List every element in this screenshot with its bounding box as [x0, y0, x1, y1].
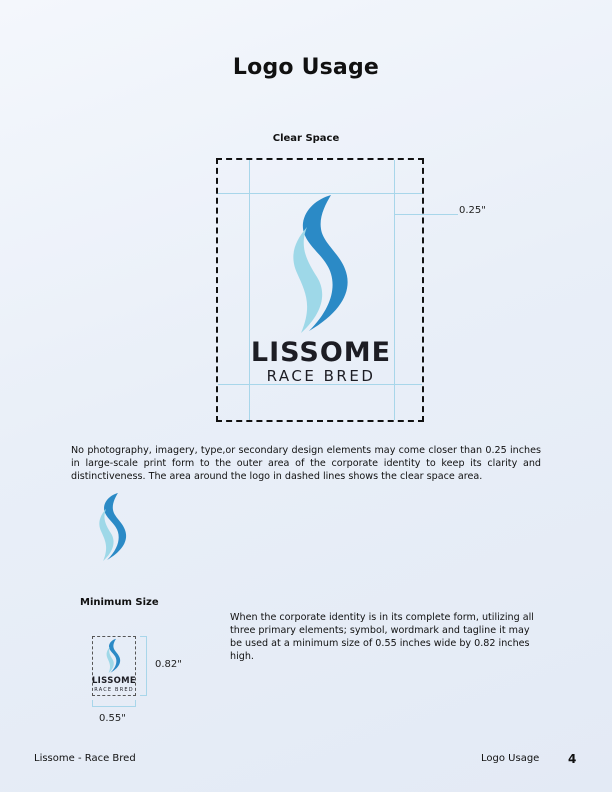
minimum-height-dimension: 0.82"	[155, 659, 182, 670]
logo-symbol-icon	[283, 193, 355, 335]
dimension-leader-line	[394, 214, 458, 215]
width-dimension-cap-right	[135, 700, 136, 707]
page-title: Logo Usage	[232, 55, 380, 80]
footer-document-name: Lissome - Race Bred	[34, 753, 136, 764]
height-dimension-line	[146, 636, 147, 696]
width-dimension-cap-left	[92, 700, 93, 707]
width-dimension-line	[92, 706, 136, 707]
clear-space-dimension: 0.25"	[459, 205, 486, 216]
minimum-size-label: Minimum Size	[80, 597, 159, 608]
height-dimension-cap-bottom	[140, 695, 147, 696]
height-dimension-cap-top	[140, 636, 147, 637]
page-number: 4	[568, 752, 577, 766]
minimum-size-tagline: RACE BRED	[94, 687, 134, 693]
clear-space-paragraph: No photography, imagery, type,or secondary design elements may come closer than 0.25 inches in large-scale print form to the outer area of the corporate identity to keep its clarity and distinctiveness. The area around the logo in dashed lines shows the clear space area.	[71, 445, 541, 482]
minimum-size-paragraph: When the corporate identity is in its complete form, utilizing all three primary elements; symbol, wordmark and tagline it may be used at a minimum size of 0.55 inches wide by 0.82 inches high.	[230, 612, 534, 662]
minimum-size-wordmark: LISSOME	[91, 676, 137, 686]
logo-wordmark: LISSOME	[250, 337, 392, 368]
logo-tagline: RACE BRED	[266, 367, 376, 385]
standalone-symbol-icon	[94, 492, 130, 562]
footer-section-name: Logo Usage	[481, 753, 540, 764]
minimum-size-symbol-icon	[104, 638, 122, 674]
minimum-width-dimension: 0.55"	[99, 713, 126, 724]
clear-space-label: Clear Space	[272, 133, 340, 144]
